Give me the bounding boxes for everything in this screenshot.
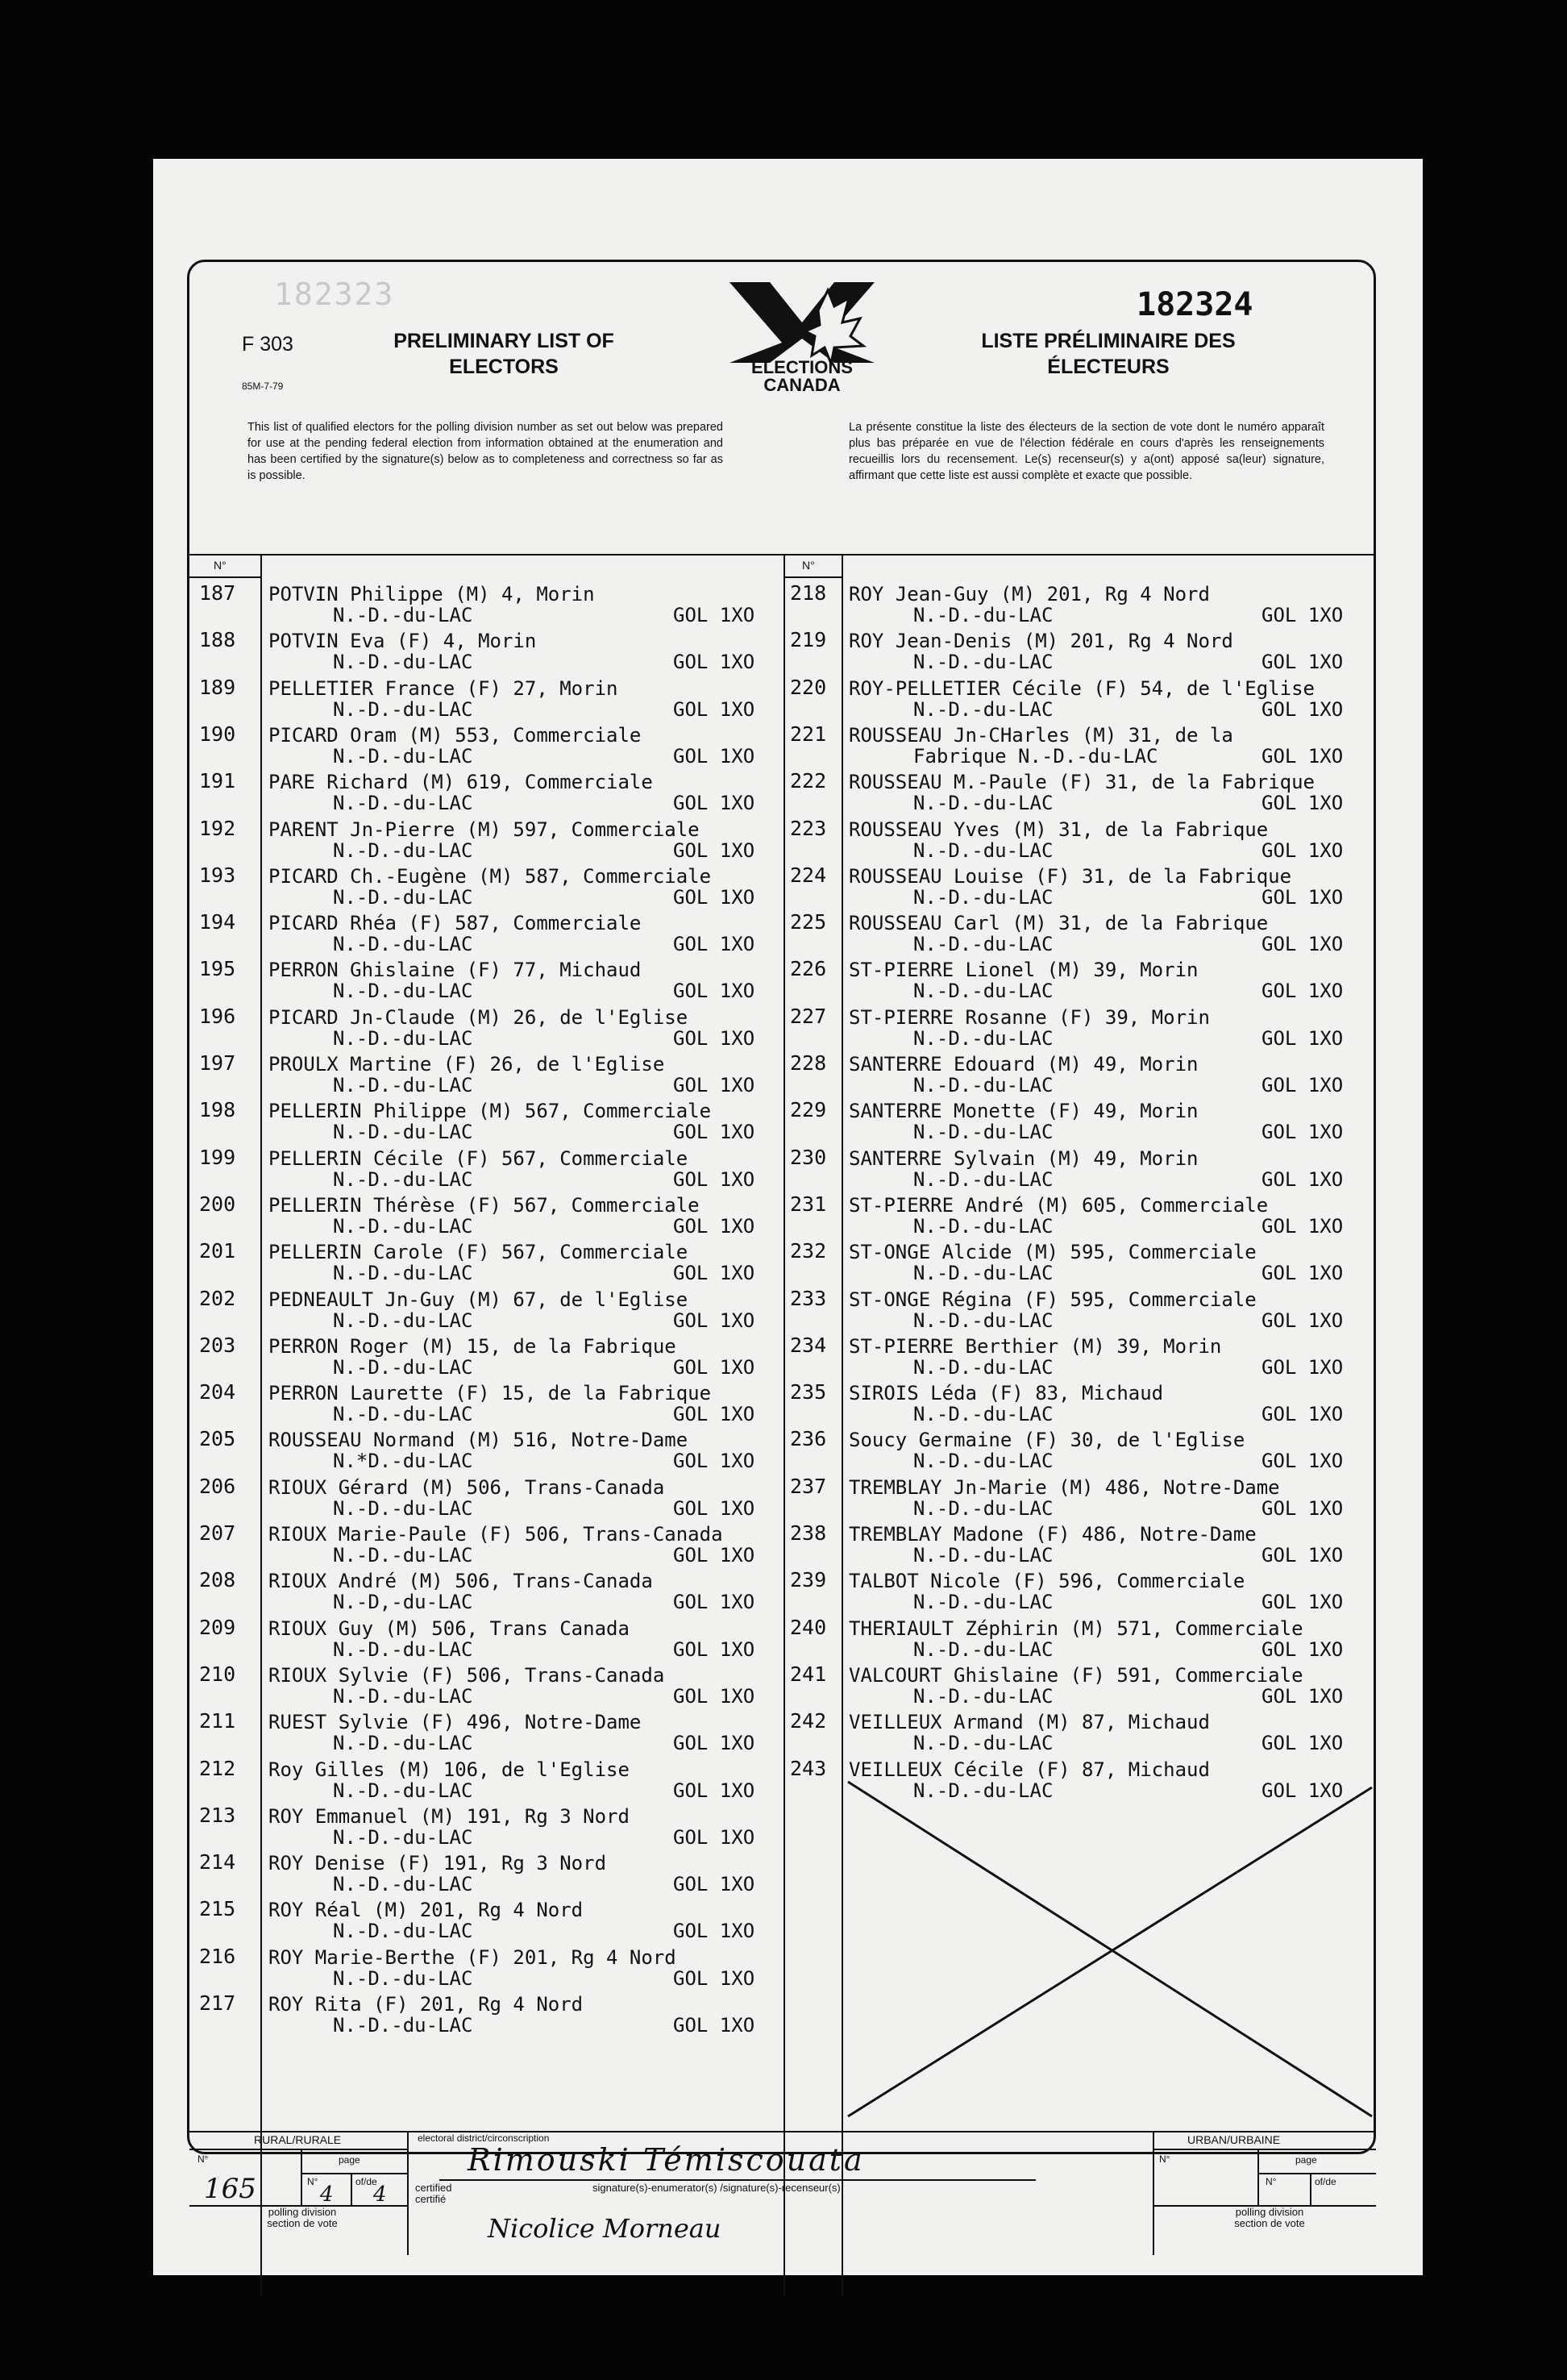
elector-number: 224: [790, 863, 827, 887]
elector-name-address: ROY Jean-Denis (M) 201, Rg 4 Nord: [849, 630, 1233, 653]
elector-name-address: SANTERRE Monette (F) 49, Morin: [849, 1100, 1199, 1123]
elector-name-address: PERRON Ghislaine (F) 77, Michaud: [268, 959, 642, 982]
elector-postal-code: GOL 1XO: [673, 651, 755, 674]
elector-locality: N.-D.-du-LAC: [913, 980, 1054, 1003]
elector-name-address: SIROIS Léda (F) 83, Michaud: [849, 1382, 1164, 1405]
urban-of-label: of/de: [1315, 2176, 1336, 2187]
elector-locality: N.-D.-du-LAC: [913, 1732, 1054, 1755]
elector-name-address: ROY-PELLETIER Cécile (F) 54, de l'Eglise: [849, 676, 1315, 700]
elector-postal-code: GOL 1XO: [1261, 792, 1344, 815]
elector-postal-code: GOL 1XO: [673, 1920, 755, 1943]
maple-leaf-x-icon: [721, 278, 883, 367]
elector-postal-code: GOL 1XO: [673, 1026, 755, 1050]
elector-number: 240: [790, 1615, 827, 1639]
elector-name-address: ST-PIERRE André (M) 605, Commerciale: [849, 1193, 1269, 1217]
elector-name-address: TALBOT Nicole (F) 596, Commerciale: [849, 1570, 1245, 1593]
elector-name-address: RIOUX Marie-Paule (F) 506, Trans-Canada: [268, 1523, 723, 1546]
elector-postal-code: GOL 1XO: [1261, 697, 1344, 721]
elector-number: 207: [199, 1521, 236, 1545]
right-no-header: N°: [802, 559, 815, 572]
elector-name-address: ST-ONGE Alcide (M) 595, Commerciale: [849, 1241, 1257, 1264]
enumerator-signature: Nicolice Morneau: [488, 2213, 721, 2244]
elector-number: 222: [790, 769, 827, 793]
urban-page-no-label: N°: [1266, 2176, 1277, 2187]
elector-name-address: TREMBLAY Jn-Marie (M) 486, Notre-Dame: [849, 1475, 1280, 1499]
title-english-line2: ELECTORS: [449, 356, 559, 378]
intro-english: This list of qualified electors for the polling division number as set out below was prepared for use at the pending federal election from information obtained at the enumeration and has been certified by the signature(s) below as to completeness and correctness so far as is possible.: [247, 421, 723, 482]
elector-name-address: PELLETIER France (F) 27, Morin: [268, 676, 618, 700]
elector-locality: N.-D.-du-LAC: [333, 1403, 473, 1426]
elector-locality: N.-D.-du-LAC: [333, 1779, 473, 1802]
form-sheet: [153, 159, 1423, 2275]
rural-polling-division-fr: section de vote: [267, 2217, 338, 2229]
right-number-column-rule: [842, 554, 843, 2295]
elector-name-address: PELLERIN Cécile (F) 567, Commerciale: [268, 1146, 688, 1170]
ghost-serial: 182323: [274, 277, 395, 312]
cross-out-mark: [844, 1778, 1378, 2120]
certified-en: certified: [415, 2182, 452, 2194]
district-underline: [439, 2179, 1036, 2181]
elector-locality: N.-D.-du-LAC: [333, 1074, 473, 1096]
elector-name-address: POTVIN Philippe (M) 4, Morin: [268, 583, 595, 605]
elector-number: 201: [199, 1239, 236, 1263]
elector-number: 217: [199, 1991, 236, 2015]
elector-name-address: ROY Rita (F) 201, Rg 4 Nord: [268, 1993, 584, 2016]
rural-polling-division-label: [246, 2207, 359, 2229]
elector-locality: N.-D.-du-LAC: [333, 744, 473, 768]
elector-postal-code: GOL 1XO: [673, 980, 755, 1003]
urban-label-rule: [1153, 2149, 1376, 2150]
elector-locality: N.-D.-du-LAC: [333, 1966, 473, 1990]
elector-number: 223: [790, 816, 827, 840]
elector-number: 203: [199, 1333, 236, 1357]
elector-locality: N.-D.-du-LAC: [333, 1309, 473, 1332]
elector-postal-code: GOL 1XO: [1261, 1591, 1344, 1614]
elector-locality: N.-D.-du-LAC: [333, 933, 473, 956]
elector-postal-code: GOL 1XO: [1261, 1026, 1344, 1050]
elector-name-address: ST-PIERRE Lionel (M) 39, Morin: [849, 959, 1199, 982]
urban-label: URBAN/URBAINE: [1187, 2133, 1281, 2146]
table-top-rule: [189, 554, 1376, 555]
elector-locality: N.-D.-du-LAC: [913, 1496, 1054, 1520]
urban-page-rule: [1257, 2173, 1376, 2174]
elector-locality: N.-D.-du-LAC: [913, 1591, 1054, 1614]
elector-locality: N.-D.-du-LAC: [913, 792, 1054, 815]
elector-name-address: SANTERRE Edouard (M) 49, Morin: [849, 1053, 1199, 1076]
footer-top-rule: [189, 2131, 1376, 2132]
elector-name-address: PERRON Laurette (F) 15, de la Fabrique: [268, 1382, 712, 1405]
elector-number: 213: [199, 1803, 236, 1827]
form-frame: [187, 260, 1376, 2244]
rural-page-no-label: N°: [307, 2176, 318, 2187]
elector-postal-code: GOL 1XO: [1261, 1684, 1344, 1708]
elector-locality: N.-D.-du-LAC: [333, 1167, 473, 1191]
elector-name-address: ST-PIERRE Rosanne (F) 39, Morin: [849, 1005, 1210, 1029]
elector-number: 196: [199, 1004, 236, 1028]
elector-locality: N.-D.-du-LAC: [333, 1825, 473, 1849]
elector-number: 195: [199, 957, 236, 981]
elector-name-address: PARENT Jn-Pierre (M) 597, Commerciale: [268, 818, 700, 841]
elector-postal-code: GOL 1XO: [673, 1309, 755, 1332]
elector-number: 218: [790, 581, 827, 605]
elector-postal-code: GOL 1XO: [1261, 1496, 1344, 1520]
elector-name-address: ROUSSEAU M.-Paule (F) 31, de la Fabrique: [849, 771, 1315, 794]
elector-locality: N.-D.-du-LAC: [913, 933, 1054, 956]
urban-polling-division-label: [1213, 2207, 1326, 2229]
elector-number: 204: [199, 1380, 236, 1404]
rural-label: RURAL/RURALE: [254, 2133, 342, 2146]
elector-postal-code: GOL 1XO: [1261, 1544, 1344, 1567]
certified-fr: certifié: [415, 2193, 447, 2205]
elector-name-address: ROUSSEAU Carl (M) 31, de la Fabrique: [849, 912, 1269, 935]
elector-name-address: Roy Gilles (M) 106, de l'Eglise: [268, 1758, 630, 1781]
elector-locality: N.-D.-du-LAC: [333, 1496, 473, 1520]
elector-locality: N.-D.-du-LAC: [913, 1074, 1054, 1096]
elector-number: 227: [790, 1004, 827, 1028]
elector-number: 189: [199, 675, 236, 699]
elector-name-address: ROUSSEAU Louise (F) 31, de la Fabrique: [849, 864, 1292, 888]
elector-name-address: PICARD Jn-Claude (M) 26, de l'Eglise: [268, 1005, 688, 1029]
elector-name-address: PICARD Oram (M) 553, Commerciale: [268, 723, 642, 747]
elector-locality: N.-D.-du-LAC: [913, 885, 1054, 909]
elector-number: 200: [199, 1192, 236, 1216]
form-code: F 303: [242, 333, 293, 356]
elector-locality: N.-D.-du-LAC: [333, 792, 473, 815]
urban-polling-division-fr: section de vote: [1234, 2217, 1305, 2229]
elector-name-address: RIOUX Gérard (M) 506, Trans-Canada: [268, 1475, 665, 1499]
elector-number: 231: [790, 1192, 827, 1216]
elector-postal-code: GOL 1XO: [1261, 1214, 1344, 1238]
elector-postal-code: GOL 1XO: [673, 792, 755, 815]
elector-number: 190: [199, 722, 236, 746]
urban-page-divider: [1257, 2149, 1259, 2205]
elector-postal-code: GOL 1XO: [673, 1121, 755, 1144]
urban-of-divider: [1310, 2173, 1311, 2205]
elector-postal-code: GOL 1XO: [673, 1403, 755, 1426]
elector-locality: N.-D.-du-LAC: [333, 697, 473, 721]
elector-number: 243: [790, 1756, 827, 1780]
elector-postal-code: GOL 1XO: [1261, 1403, 1344, 1426]
elector-name-address: RIOUX André (M) 506, Trans-Canada: [268, 1570, 653, 1593]
elector-number: 226: [790, 957, 827, 981]
elector-name-address: ROY Jean-Guy (M) 201, Rg 4 Nord: [849, 583, 1210, 605]
elector-postal-code: GOL 1XO: [673, 1167, 755, 1191]
elector-locality: N.-D.-du-LAC: [333, 1262, 473, 1285]
elector-locality: N.-D.-du-LAC: [913, 1309, 1054, 1332]
elector-postal-code: GOL 1XO: [1261, 838, 1344, 862]
elector-locality: N.-D.-du-LAC: [333, 1026, 473, 1050]
elector-postal-code: GOL 1XO: [673, 1450, 755, 1473]
elector-locality: N.-D.-du-LAC: [913, 1121, 1054, 1144]
elector-name-address: POTVIN Eva (F) 4, Morin: [268, 630, 537, 653]
elector-locality: N.-D.-du-LAC: [913, 1214, 1054, 1238]
elector-name-address: ROUSSEAU Yves (M) 31, de la Fabrique: [849, 818, 1269, 841]
left-no-header-rule: [189, 576, 260, 578]
elector-locality: N.-D,-du-LAC: [333, 1591, 473, 1614]
elector-locality: N.-D.-du-LAC: [333, 1214, 473, 1238]
elector-postal-code: GOL 1XO: [673, 1732, 755, 1755]
elector-locality: N.-D.-du-LAC: [333, 1732, 473, 1755]
elector-postal-code: GOL 1XO: [673, 1873, 755, 1896]
elector-name-address: RIOUX Guy (M) 506, Trans Canada: [268, 1616, 630, 1640]
elector-name-address: SANTERRE Sylvain (M) 49, Morin: [849, 1146, 1199, 1170]
elector-locality: N.-D.-du-LAC: [913, 1684, 1054, 1708]
urban-page-label: page: [1295, 2154, 1317, 2166]
rural-polling-division-en: polling division: [268, 2206, 337, 2218]
elector-name-address: PERRON Roger (M) 15, de la Fabrique: [268, 1334, 676, 1358]
title-english: [375, 328, 633, 380]
elector-postal-code: GOL 1XO: [1261, 1121, 1344, 1144]
elector-postal-code: GOL 1XO: [1261, 1074, 1344, 1096]
elector-postal-code: GOL 1XO: [1261, 885, 1344, 909]
elector-postal-code: GOL 1XO: [1261, 1262, 1344, 1285]
elector-locality: N.-D.-du-LAC: [913, 1779, 1054, 1802]
elector-name-address: RUEST Sylvie (F) 496, Notre-Dame: [268, 1711, 642, 1734]
elector-name-address: VEILLEUX Cécile (F) 87, Michaud: [849, 1758, 1210, 1781]
elector-name-address: PARE Richard (M) 619, Commerciale: [268, 771, 653, 794]
elector-name-address: ROY Marie-Berthe (F) 201, Rg 4 Nord: [268, 1945, 676, 1969]
elector-name-address: ROUSSEAU Jn-CHarles (M) 31, de la: [849, 723, 1233, 747]
elector-name-address: PICARD Rhéa (F) 587, Commerciale: [268, 912, 642, 935]
elector-postal-code: GOL 1XO: [1261, 1450, 1344, 1473]
elector-locality: N.-D.-du-LAC: [333, 2014, 473, 2037]
middle-column-rule: [784, 554, 785, 2295]
elector-locality: N.-D.-du-LAC: [913, 1403, 1054, 1426]
elector-number: 193: [199, 863, 236, 887]
left-no-header: N°: [214, 559, 227, 572]
elector-locality: N.-D.-du-LAC: [333, 1920, 473, 1943]
elector-locality: N.-D.-du-LAC: [913, 1167, 1054, 1191]
elector-number: 234: [790, 1333, 827, 1357]
elector-locality: N.-D.-du-LAC: [333, 1873, 473, 1896]
elector-locality: N.-D.-du-LAC: [913, 651, 1054, 674]
print-code: 85M-7-79: [242, 381, 284, 392]
elector-number: 192: [199, 816, 236, 840]
rural-no-label: N°: [197, 2153, 209, 2165]
elector-number: 206: [199, 1474, 236, 1498]
elector-postal-code: GOL 1XO: [1261, 744, 1344, 768]
elector-postal-code: GOL 1XO: [673, 604, 755, 626]
elector-locality: N.-D.-du-LAC: [913, 604, 1054, 626]
elector-number: 209: [199, 1615, 236, 1639]
elector-name-address: VEILLEUX Armand (M) 87, Michaud: [849, 1711, 1210, 1734]
elector-postal-code: GOL 1XO: [673, 1779, 755, 1802]
elector-number: 210: [199, 1662, 236, 1686]
rural-of-label: of/de: [355, 2176, 377, 2187]
elector-postal-code: GOL 1XO: [1261, 1779, 1344, 1802]
elector-postal-code: GOL 1XO: [1261, 651, 1344, 674]
elector-postal-code: GOL 1XO: [673, 1637, 755, 1661]
elector-locality: N.-D.-du-LAC: [913, 1637, 1054, 1661]
elector-number: 232: [790, 1239, 827, 1263]
elector-locality: N.-D.-du-LAC: [333, 1355, 473, 1379]
elector-locality: N.-D.-du-LAC: [333, 838, 473, 862]
elector-number: 202: [199, 1286, 236, 1310]
elector-postal-code: GOL 1XO: [673, 1966, 755, 1990]
elector-locality: N.-D.-du-LAC: [333, 604, 473, 626]
elector-name-address: ST-PIERRE Berthier (M) 39, Morin: [849, 1334, 1222, 1358]
rural-page-label: page: [339, 2154, 360, 2166]
elector-number: 221: [790, 722, 827, 746]
elector-locality: N.-D.-du-LAC: [913, 1355, 1054, 1379]
title-french-line1: LISTE PRÉLIMINAIRE DES: [981, 330, 1236, 352]
elector-name-address: PICARD Ch.-Eugène (M) 587, Commerciale: [268, 864, 712, 888]
elector-number: 220: [790, 675, 827, 699]
elector-postal-code: GOL 1XO: [673, 1214, 755, 1238]
elector-postal-code: GOL 1XO: [1261, 1732, 1344, 1755]
footer-urban-divider: [1153, 2131, 1154, 2255]
elector-name-address: ROY Emmanuel (M) 191, Rg 3 Nord: [268, 1804, 630, 1828]
elector-postal-code: GOL 1XO: [1261, 1309, 1344, 1332]
title-french: [947, 328, 1270, 380]
serial-number: 182324: [1137, 286, 1253, 323]
elector-number: 199: [199, 1145, 236, 1169]
rural-label-rule: [189, 2149, 407, 2150]
elector-locality: N.-D.-du-LAC: [913, 1450, 1054, 1473]
elector-postal-code: GOL 1XO: [673, 1262, 755, 1285]
elector-locality: N.-D.-du-LAC: [913, 1262, 1054, 1285]
elector-number: 215: [199, 1897, 236, 1921]
elector-postal-code: GOL 1XO: [673, 1074, 755, 1096]
elector-name-address: PEDNEAULT Jn-Guy (M) 67, de l'Eglise: [268, 1288, 688, 1311]
elector-postal-code: GOL 1XO: [673, 1684, 755, 1708]
elector-number: 233: [790, 1286, 827, 1310]
elector-name-address: Soucy Germaine (F) 30, de l'Eglise: [849, 1429, 1245, 1452]
elector-number: 219: [790, 628, 827, 652]
elector-postal-code: GOL 1XO: [1261, 1637, 1344, 1661]
title-french-line2: ÉLECTEURS: [1047, 356, 1170, 378]
elector-locality: N.-D.-du-LAC: [333, 1544, 473, 1567]
elector-postal-code: GOL 1XO: [673, 885, 755, 909]
elector-number: 242: [790, 1709, 827, 1733]
elector-locality: N.-D.-du-LAC: [333, 651, 473, 674]
elector-postal-code: GOL 1XO: [1261, 1355, 1344, 1379]
elector-name-address: PELLERIN Thérèse (F) 567, Commerciale: [268, 1193, 700, 1217]
elector-locality: N.-D.-du-LAC: [913, 838, 1054, 862]
elector-number: 230: [790, 1145, 827, 1169]
elector-name-address: ST-ONGE Régina (F) 595, Commerciale: [849, 1288, 1257, 1311]
elector-postal-code: GOL 1XO: [673, 1591, 755, 1614]
elector-name-address: PELLERIN Carole (F) 567, Commerciale: [268, 1241, 688, 1264]
elector-number: 205: [199, 1427, 236, 1451]
elector-name-address: THERIAULT Zéphirin (M) 571, Commerciale: [849, 1616, 1303, 1640]
elector-number: 212: [199, 1756, 236, 1780]
elections-canada-logo: [721, 278, 883, 403]
logo-line2: CANADA: [763, 375, 841, 395]
elector-postal-code: GOL 1XO: [673, 1825, 755, 1849]
elector-number: 228: [790, 1051, 827, 1075]
elector-locality: N.-D.-du-LAC: [333, 980, 473, 1003]
elector-postal-code: GOL 1XO: [673, 1544, 755, 1567]
elector-name-address: RIOUX Sylvie (F) 506, Trans-Canada: [268, 1663, 665, 1687]
elector-number: 238: [790, 1521, 827, 1545]
title-english-line1: PRELIMINARY LIST OF: [393, 330, 614, 352]
elector-number: 237: [790, 1474, 827, 1498]
elector-postal-code: GOL 1XO: [673, 933, 755, 956]
elector-postal-code: GOL 1XO: [1261, 604, 1344, 626]
rural-of-divider: [351, 2173, 352, 2205]
elector-locality: N.-D.-du-LAC: [333, 1637, 473, 1661]
rural-page-divider: [301, 2149, 302, 2205]
certified-label: [415, 2182, 452, 2205]
elector-name-address: ROUSSEAU Normand (M) 516, Notre-Dame: [268, 1429, 688, 1452]
urban-no-label: N°: [1159, 2153, 1170, 2165]
elector-number: 191: [199, 769, 236, 793]
rural-page-rule: [301, 2173, 407, 2174]
elector-locality: N.-D.-du-LAC: [913, 1544, 1054, 1567]
footer-rural-divider: [407, 2131, 409, 2255]
elector-name-address: PROULX Martine (F) 26, de l'Eglise: [268, 1053, 665, 1076]
electoral-district-value: Rimouski Témiscouata: [468, 2142, 865, 2178]
elector-number: 214: [199, 1850, 236, 1874]
elector-number: 198: [199, 1098, 236, 1122]
elector-locality: N.-D.-du-LAC: [913, 1026, 1054, 1050]
page-total: 4: [373, 2182, 387, 2207]
elector-postal-code: GOL 1XO: [673, 1496, 755, 1520]
elector-number: 229: [790, 1098, 827, 1122]
elector-number: 241: [790, 1662, 827, 1686]
elector-name-address: TREMBLAY Madone (F) 486, Notre-Dame: [849, 1523, 1257, 1546]
elector-number: 197: [199, 1051, 236, 1075]
elector-locality: N.*D.-du-LAC: [333, 1450, 473, 1473]
polling-division-number: 165: [204, 2173, 256, 2205]
elector-postal-code: GOL 1XO: [1261, 933, 1344, 956]
elector-name-address: ROY Réal (M) 201, Rg 4 Nord: [268, 1899, 584, 1922]
elector-postal-code: GOL 1XO: [673, 838, 755, 862]
elector-locality: N.-D.-du-LAC: [333, 1121, 473, 1144]
elector-number: 235: [790, 1380, 827, 1404]
elector-postal-code: GOL 1XO: [1261, 1167, 1344, 1191]
urban-polling-division-en: polling division: [1235, 2206, 1304, 2218]
elector-postal-code: GOL 1XO: [673, 1355, 755, 1379]
right-no-header-rule: [784, 576, 842, 578]
elector-name-address: VALCOURT Ghislaine (F) 591, Commerciale: [849, 1663, 1303, 1687]
elector-number: 225: [790, 910, 827, 934]
elector-locality: N.-D.-du-LAC: [913, 697, 1054, 721]
elector-number: 208: [199, 1568, 236, 1592]
elector-locality: N.-D.-du-LAC: [333, 885, 473, 909]
elector-postal-code: GOL 1XO: [673, 2014, 755, 2037]
elector-number: 188: [199, 628, 236, 652]
logo-wordmark: [721, 359, 883, 394]
left-number-column-rule: [260, 554, 262, 2295]
elector-number: 239: [790, 1568, 827, 1592]
electoral-district-label: electoral district/circonscription: [418, 2132, 550, 2144]
elector-postal-code: GOL 1XO: [673, 697, 755, 721]
elector-locality: N.-D.-du-LAC: [333, 1684, 473, 1708]
intro-french: La présente constitue la liste des électeurs de la section de vote dont le numéro apparaît plus bas préparée en vue de l'élection fédérale en cours d'après les renseignements recueillis lors du recensement. Le(s) recenseur(s) y a(ont) apposé sa(leur) signature, affirmant que cette liste est aussi complète et exacte que possible.: [849, 421, 1324, 482]
elector-number: 236: [790, 1427, 827, 1451]
elector-postal-code: GOL 1XO: [1261, 980, 1344, 1003]
logo-line1: ELECTIONS: [751, 357, 853, 377]
signature-label: signature(s)-enumerator(s) /signature(s)-recenseur(s): [592, 2182, 841, 2194]
elector-number: 194: [199, 910, 236, 934]
elector-postal-code: GOL 1XO: [673, 744, 755, 768]
elector-locality: Fabrique N.-D.-du-LAC: [913, 744, 1158, 768]
elector-name-address: ROY Denise (F) 191, Rg 3 Nord: [268, 1852, 607, 1875]
elector-number: 211: [199, 1709, 236, 1733]
elector-name-address: PELLERIN Philippe (M) 567, Commerciale: [268, 1100, 712, 1123]
elector-number: 216: [199, 1944, 236, 1968]
page-number: 4: [320, 2182, 334, 2207]
elector-number: 187: [199, 581, 236, 605]
